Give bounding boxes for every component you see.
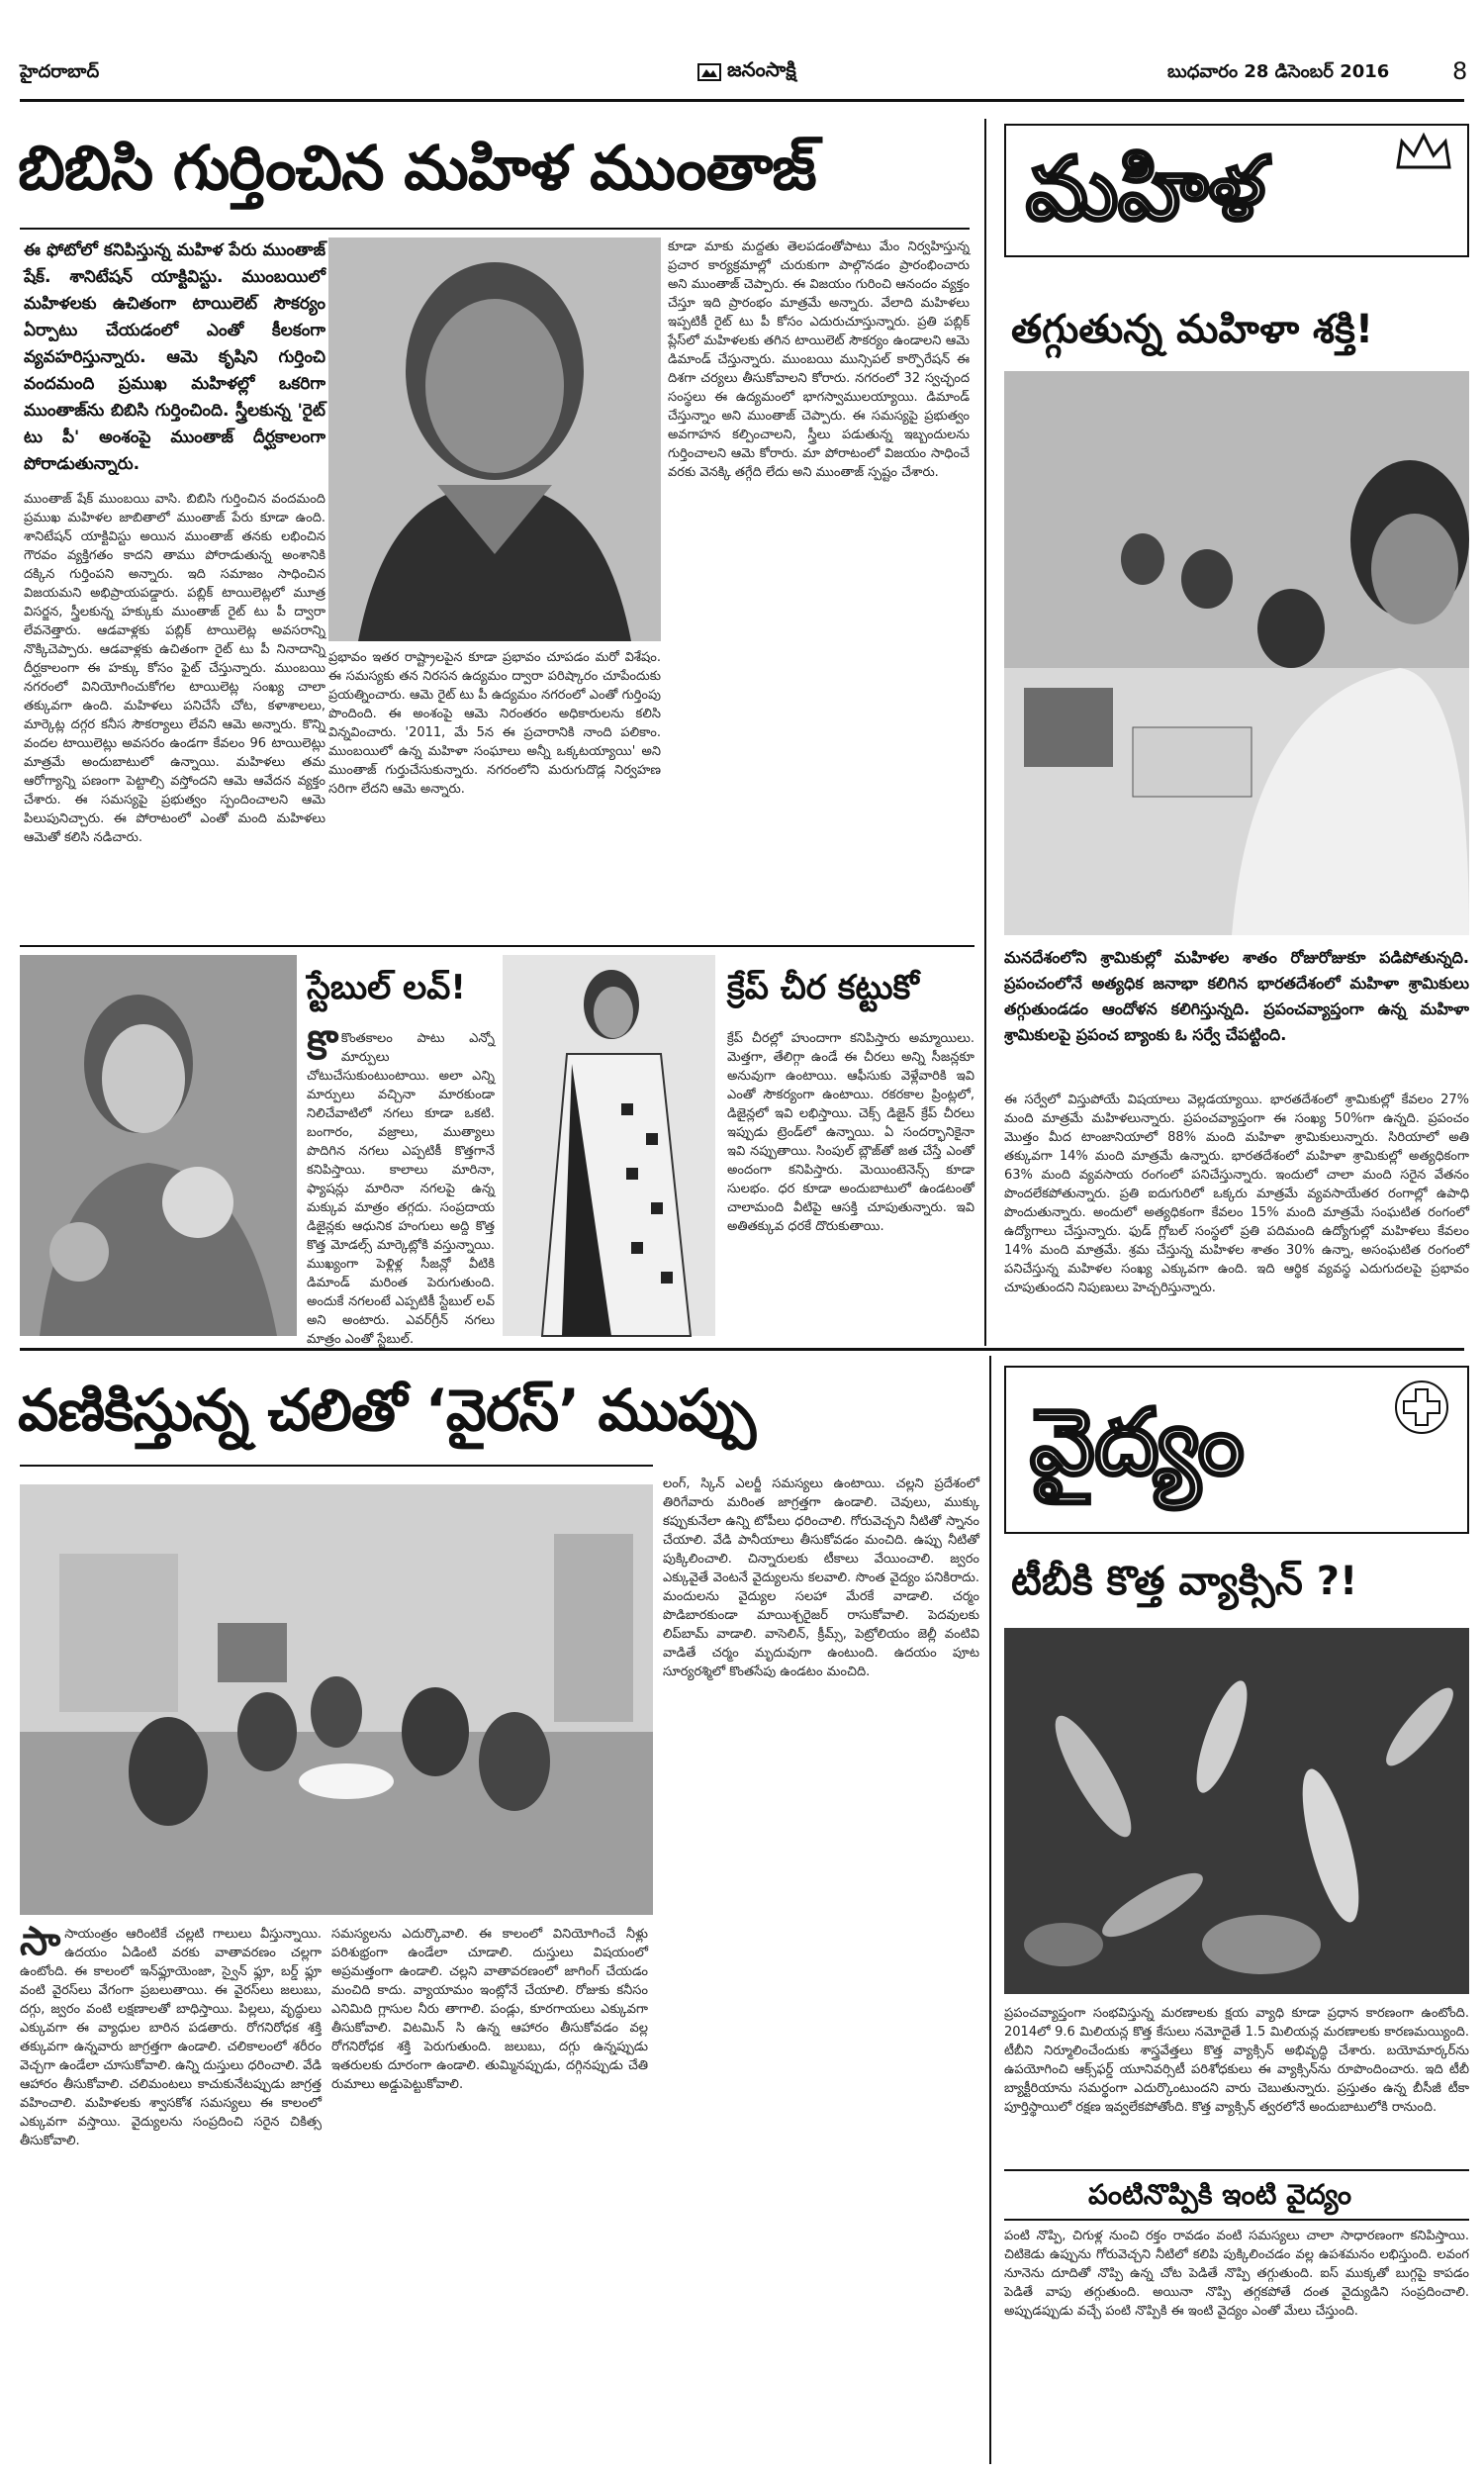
vaidyam-body: ప్రపంచవ్యాప్తంగా సంభవిస్తున్న మరణాలకు క్షయ వ్యాధి కూడా ప్రధాన కారణంగా ఉంటోంది. 2014లో 9.6 మిలియన్ల కొత్త కేసులు నమోదైతే 1.5 మిలియన్ల మరణాలకు కారణమయ్యింది. టీబీని నిర్మూలించేందుకు శాస్త్రవేత్తలు కొత్త వ్యాక్సిన్ అభివృద్ధి చేశారు. బయోమార్కర్‌ను ఉపయోగించి ఆక్స్‌ఫర్డ్ యూనివర్సిటీ పరిశోధకులు ఈ వ్యాక్సిన్‌ను రూపొందించారు. ఇది టీబీ బ్యాక్టీరియాను సమర్థంగా ఎదుర్కొంటుందని వారు చెబుతున్నారు. ప్రస్తుతం ఉన్న బీసీజీ టీకా పూర్తిస్థాయిలో రక్షణ ఇవ్వలేకపోతోంది. కొత్త వ్యాక్సిన్ త్వరలోనే అందుబాటులోకి రానుంది.	[1004, 2006, 1469, 2115]
stable-love-body	[307, 1023, 495, 1347]
mahila-logo-box	[1004, 124, 1469, 257]
story1-body-mid: ప్రభావం ఇతర రాష్ట్రాలపైన కూడా ప్రభావం చూపడం మరో విశేషం. ఈ సమస్యకు తన నిరసన ఉద్యమం ద్వారా పరిష్కారం చూపేందుకు ప్రయత్నించారు. ఆమె రైట్ టు పీ ఉద్యమం నగరంలో ఎంతో గుర్తింపు పొందింది. ఈ అంశంపై ఆమె నిరంతరం అధికారులను కలిసి విన్నవించారు. '2011, మే 5న ఈ ప్రచారానికి నాంది పలికాం. ముంబయిలో ఉన్న మహిళా సంఘాలు అన్నీ ఒక్కటయ్యాయి' అని ముంతాజ్ గుర్తుచేసుకున్నారు. నగరంలోని మరుగుదొడ్ల నిర్వహణ సరిగా లేదని ఆమె అన్నారు.	[328, 650, 661, 797]
bacteria-photo	[1004, 1628, 1469, 1994]
mumtaz-photo	[328, 238, 661, 641]
crepe-saree-headline: క్రేప్ చీర కట్టుకో	[727, 968, 919, 1007]
masthead-date: బుధవారం 28 డిసెంబర్ 2016	[1167, 61, 1390, 82]
mahila-caption: మనదేశంలోని శ్రామికుల్లో మహిళల శాతం రోజురోజుకూ పడిపోతున్నది. ప్రపంచంలోనే అత్యధిక జనాభా కలిగిన భారతదేశంలో మహిళా శ్రామికులు తగ్గుతుండడం ఆందోళన కలిగిస్తున్నది. ప్రపంచవ్యాప్తంగా ఉన్న మహిళా శ్రామికులపై ప్రపంచ బ్యాంకు ఓ సర్వే చేపట్టింది.	[1004, 948, 1469, 1044]
virus-body-main	[20, 1919, 322, 2459]
vaidyam-logo-box	[1004, 1366, 1469, 1534]
story1-headline-rule	[20, 228, 970, 230]
masthead-logo	[697, 57, 796, 86]
crown-icon	[1394, 132, 1453, 171]
toothache-body: పంటి నొప్పి, చిగుళ్ల నుంచి రక్తం రావడం వంటి సమస్యలు చాలా సాధారణంగా కనిపిస్తాయి. చిటికెడు ఉప్పును గోరువెచ్చని నీటిలో కలిపి పుక్కిలించడం వల్ల ఉపశమనం లభిస్తుంది. లవంగ నూనెను దూదితో నొప్పి ఉన్న చోట పెడితే నొప్పి తగ్గుతుంది. ఐస్ ముక్కతో బుగ్గపై కాపడం పెడితే వాపు తగ్గుతుంది. అయినా నొప్పి తగ్గకపోతే దంత వైద్యుడిని సంప్రదించాలి. అప్పుడప్పుడు వచ్చే పంటి నొప్పికి ఈ ఇంటి వైద్యం ఎంతో మేలు చేస్తుంది.	[1004, 2229, 1469, 2319]
masthead-rule	[20, 99, 1464, 102]
bride-photo	[20, 955, 297, 1336]
paper-name: జనంసాక్షి	[727, 57, 796, 81]
saree-photo	[503, 955, 715, 1336]
story1-headline: బిబిసి గుర్తించిన మహిళ ముంతాజ్	[18, 132, 816, 204]
story1-body-left: ముంతాజ్ షేక్ ముంబయి వాసి. బిబిసి గుర్తించిన వందమంది ప్రముఖ మహిళల జాబితాలో ముంతాజ్ పేరు కూడా ఉంది. శానిటేషన్ యాక్టివిస్టు అయిన ముంతాజ్ తనకు లభించిన గౌరవం వ్యక్తిగతం కాదని తాము పోరాడుతున్న అంశానికి దక్కిన గుర్తింపని అన్నారు. ఇది సమాజం సాధించిన విజయమని అభిప్రాయపడ్డారు. పబ్లిక్ టాయిలెట్లలో మూత్ర విసర్జన, స్త్రీలకున్న హక్కుకు ముంతాజ్ రైట్ టు పీ ద్వారా లేవనెత్తారు. ఆడవాళ్లకు పబ్లిక్ టాయిలెట్ల అవసరాన్ని నొక్కిచెప్పారు. ఆడవాళ్లకు ఉచితంగా రైట్ టు పీ నినాదాన్ని దీర్ఘకాలంగా ఈ హక్కు కోసం ఫైట్ చేస్తున్నారు. ముంబయి నగరంలో వినియోగించుకోగల టాయిలెట్ల సంఖ్య చాలా తక్కువగా ఉంది. మహిళలు పనిచేసే చోట, కళాశాలలు, మార్కెట్ల దగ్గర కనీస సౌకర్యాలు లేవని ఆమె అన్నారు. కొన్ని వందల టాయిలెట్లు అవసరం ఉండగా కేవలం 96 టాయిలెట్లు మాత్రమే అందుబాటులో ఉన్నాయి. మహిళలు తమ ఆరోగ్యాన్ని పణంగా పెట్టాల్సి వస్తోందని ఆమె ఆవేదన వ్యక్తం చేశారు. ఈ సమస్యపై ప్రభుత్వం స్పందించాలని ఆమె పిలుపునిచ్చారు. ఈ పోరాటంలో ఎంతో మంది మహిళలు ఆమెతో కలిసి నడిచారు.	[24, 492, 325, 845]
virus-headline-rule	[20, 1465, 653, 1467]
mahila-logo: మహిళ	[1026, 137, 1265, 239]
page-number: 8	[1452, 57, 1468, 85]
vaidyam-headline: టీబీకి కొత్త వ్యాక్సిన్ ?!	[1011, 1559, 1358, 1604]
stable-love-dropcap: కొ	[307, 1023, 337, 1069]
virus-body-right: లంగ్, స్కిన్ ఎలర్జీ సమస్యలు ఉంటాయి. చల్లని ప్రదేశంలో తిరిగేవారు మరింత జాగ్రత్తగా ఉండాలి. చెవులు, ముక్కు కప్పుకునేలా ఉన్ని టోపీలు ధరించాలి. గోరువెచ్చని నీటితో స్నానం చేయాలి. వేడి పానీయాలు తీసుకోవడం మంచిది. ఉప్పు నీటితో పుక్కిలించాలి. చిన్నారులకు టీకాలు వేయించాలి. జ్వరం ఎక్కువైతే వెంటనే వైద్యులను కలవాలి. సొంత వైద్యం పనికిరాదు. మందులను వైద్యుల సలహా మేరకే వాడాలి. చర్మం పొడిబారకుండా మాయిశ్చరైజర్ రాసుకోవాలి. పెదవులకు లిప్‌బామ్ వాడాలి. వాసెలిన్, క్రీమ్స్, పెట్రోలియం జెల్లీ వంటివి వాడితే చర్మం మృదువుగా ఉంటుంది. ఉదయం పూట సూర్యరశ్మిలో కొంతసేపు ఉండటం మంచిది.	[663, 1476, 979, 1679]
story1-intro: ఈ ఫోటోలో కనిపిస్తున్న మహిళ పేరు ముంతాజ్ షేక్. శానిటేషన్ యాక్టివిస్టు. ముంబయిలో మహిళలకు ఉచితంగా టాయిలెట్ సౌకర్యం ఏర్పాటు చేయడంలో ఎంతో కీలకంగా వ్యవహరిస్తున్నారు. ఆమె కృషిని గుర్తించి వందమంది ప్రముఖ మహిళల్లో ఒకరిగా ముంతాజ్‌ను బిబిసి గుర్తించింది. స్త్రీలకున్న 'రైట్ టు పీ' అంశంపై ముంతాజ్ దీర్ఘకాలంగా పోరాడుతున్నారు.	[24, 240, 325, 474]
toothache-rule-bottom	[1004, 2219, 1469, 2221]
paper-logo-icon	[697, 61, 721, 83]
mahila-headline: తగ్గుతున్న మహిళా శక్తి!	[1011, 307, 1374, 352]
vaidyam-logo: వైద్యం	[1030, 1388, 1245, 1495]
stable-love-text: కొంతకాలం పాటు ఎన్నో మార్పులు చోటుచేసుకుంటుంటాయి. అలా ఎన్ని మార్పులు వచ్చినా మారకుండా నిలిచేవాటిలో నగలు కూడా ఒకటి. బంగారం, వజ్రాలు, ముత్యాలు పొదిగిన నగలు ఎప్పటికీ కొత్తగానే కనిపిస్తాయి. కాలాలు మారినా, ఫ్యాషన్లు మారినా నగలపై ఉన్న మక్కువ మాత్రం తగ్గదు. సంప్రదాయ డిజైన్లకు ఆధునిక హంగులు అద్ది కొత్త కొత్త మోడల్స్ మార్కెట్లోకి వస్తున్నాయి. ముఖ్యంగా పెళ్లిళ్ల సీజన్లో వీటికి డిమాండ్ మరింత పెరుగుతుంది. అందుకే నగలంటే ఎప్పటికీ స్టేబుల్ లవ్ అని అంటారు. ఎవర్‌గ్రీన్ నగలు మాత్రం ఎంతో స్టేబుల్.	[307, 1031, 495, 1347]
column-divider-lower	[989, 1356, 991, 2464]
crepe-saree-body: క్రేప్ చీరల్లో హుందాగా కనిపిస్తారు అమ్మాయిలు. మెత్తగా, తేలిగ్గా ఉండే ఈ చీరలు అన్ని సీజన్లకూ అనువుగా ఉంటాయి. ఆఫీసుకు వెళ్లేవారికి ఇవి ఎంతో సౌకర్యంగా ఉంటాయి. రకరకాల ప్రింట్లలో, డిజైన్లలో ఇవి లభిస్తాయి. చెక్స్ డిజైన్ క్రేప్ చీరలు ఇప్పుడు ట్రెండ్‌లో ఉన్నాయి. ఏ సందర్భానికైనా ఇవి నప్పుతాయి. సింపుల్ బ్లౌజ్‌తో జత చేస్తే ఎంతో అందంగా కనిపిస్తారు. మెయింటెనెన్స్ కూడా సులభం. ధర కూడా అందుబాటులో ఉండటంతో చాలామంది వీటిపై ఆసక్తి చూపుతున్నారు. ఇవి అతితక్కువ ధరకే దొరుకుతాయి.	[727, 1031, 974, 1234]
stable-love-headline: స్టేబుల్ లవ్!	[307, 968, 466, 1007]
section-rule-1	[20, 945, 974, 947]
virus-headline: వణికిస్తున్న చలితో ‘వైరస్’ ముప్పు	[18, 1377, 756, 1444]
virus-body-main-text: సాయంత్రం ఆరింటికే చల్లటి గాలులు వీస్తున్నాయి. ఉదయం ఏడింటి వరకు వాతావరణం చల్లగా ఉంటోంది. ఈ కాలంలో ఇన్‌ఫ్లూయెంజా, స్వైన్ ఫ్లూ, బర్డ్ ఫ్లూ వంటి వైరస్‌లు వేగంగా ప్రబలుతాయి. ఈ వైరస్‌లు జలుబు, దగ్గు, జ్వరం వంటి లక్షణాలతో బాధిస్తాయి. పిల్లలు, వృద్ధులు ఎక్కువగా ఈ వ్యాధుల బారిన పడతారు. రోగనిరోధక శక్తి తక్కువగా ఉన్నవారు జాగ్రత్తగా ఉండాలి. చలికాలంలో శరీరం వెచ్చగా ఉండేలా చూసుకోవాలి. ఉన్ని దుస్తులు ధరించాలి. వేడి ఆహారం తీసుకోవాలి. చలిమంటలు కాచుకునేటప్పుడు జాగ్రత్త వహించాలి. మహిళలకు శ్వాసకోశ సమస్యలు ఈ కాలంలో ఎక్కువగా వస్తాయి. వైద్యులను సంప్రదించి సరైన చికిత్స తీసుకోవాలి.	[20, 1927, 322, 2148]
column-divider-main	[984, 119, 986, 1346]
toothache-rule-top	[1004, 2169, 1469, 2171]
story1-body-right: కూడా మాకు మద్దతు తెలపడంతోపాటు మేం నిర్వహిస్తున్న ప్రచార కార్యక్రమాల్లో చురుకుగా పాల్గొనడం ప్రారంభించారు అని ముంతాజ్ చెప్పారు. ఈ విజయం గురించి ఆనందం వ్యక్తం చేస్తూ ఇది ప్రారంభం మాత్రమే అన్నారు. వేలాది మహిళలు ఇప్పటికీ రైట్ టు పీ కోసం ఎదురుచూస్తున్నారు. ప్రతి పబ్లిక్ ప్లేస్‌లో మహిళలకు తగిన టాయిలెట్ సౌకర్యం ఉండాలని ఆమె డిమాండ్ చేస్తున్నారు. ముంబయి మున్సిపల్ కార్పొరేషన్ ఈ దిశగా చర్యలు తీసుకోవాలని కోరారు. నగరంలో 32 స్వచ్ఛంద సంస్థలు ఈ ఉద్యమంలో భాగస్వాములయ్యాయి. డిమాండ్ చేస్తున్నాం అని ముంతాజ్ చెప్పారు. ఈ సమస్యపై ప్రభుత్వం అవగాహన కల్పించాలని, స్త్రీలు పడుతున్న ఇబ్బందులను గుర్తించాలని ఆమె కోరారు. మా పోరాటంలో విజయం సాధించే వరకు వెనక్కి తగ్గేది లేదు అని ముంతాజ్ స్పష్టం చేశారు.	[668, 239, 970, 480]
toothache-headline: పంటినొప్పికి ఇంటి వైద్యం	[1088, 2178, 1352, 2211]
section-rule-2	[20, 1348, 1464, 1351]
masthead-city: హైదరాబాద్	[20, 61, 100, 82]
women-workers-photo	[1004, 371, 1469, 935]
medical-cross-icon	[1392, 1378, 1451, 1437]
virus-dropcap: సా	[20, 1919, 61, 1964]
bonfire-photo	[20, 1484, 653, 1915]
mahila-body: ఈ సర్వేలో విస్తుపోయే విషయాలు వెల్లడయ్యాయి. భారతదేశంలో శ్రామికుల్లో కేవలం 27% మంది మాత్రమే మహిళలున్నారు. ప్రపంచవ్యాప్తంగా ఈ సంఖ్య 50%గా ఉన్నది. ప్రపంచం మొత్తం మీద టాంజానియాలో 88% మంది మహిళా శ్రామికులున్నారు. సిరియాలో అతి తక్కువగా 14% మంది మాత్రమే ఉన్నారు. భారతదేశంలో మహిళా శ్రామికుల్లో అత్యధికంగా 63% మంది వ్యవసాయ రంగంలో పనిచేస్తున్నారు. ఇందులో చాలా మంది సరైన వేతనం పొందలేకపోతున్నారు. ప్రతి ఐదుగురిలో ఒక్కరు మాత్రమే వ్యవసాయేతర రంగాల్లో ఉపాధి పొందుతున్నారు. అందులో అత్యధికంగా కేవలం 15% మంది మాత్రమే సంఘటిత రంగంలో ఉద్యోగాలు చేస్తున్నారు. ఫుడ్ గ్లోబల్ సంస్థలో ప్రతి పదిమంది ఉద్యోగుల్లో మహిళలు కేవలం 14% మంది మాత్రమే. శ్రమ చేస్తున్న మహిళల శాతం 30% ఉన్నా, అసంఘటిత రంగంలో పనిచేస్తున్న మహిళల సంఖ్య ఎక్కువగా ఉంది. ఇది ఆర్థిక వ్యవస్థ ఎదుగుదలపై ప్రభావం చూపుతుందని నిపుణులు హెచ్చరిస్తున్నారు.	[1004, 1093, 1469, 1295]
virus-body-mid: సమస్యలను ఎదుర్కొవాలి. ఈ కాలంలో వినియోగించే నీళ్లు పరిశుభ్రంగా ఉండేలా చూడాలి. దుస్తులు విషయంలో అప్రమత్తంగా ఉండాలి. చల్లని వాతావరణంలో జాగింగ్ చేయడం మంచిది కాదు. వ్యాయామం ఇంట్లోనే చేయాలి. రోజుకు కనీసం ఎనిమిది గ్లాసుల నీరు తాగాలి. పండ్లు, కూరగాయలు ఎక్కువగా తీసుకోవాలి. విటమిన్ సి ఉన్న ఆహారం తీసుకోవడం వల్ల రోగనిరోధక శక్తి పెరుగుతుంది. జలుబు, దగ్గు ఉన్నప్పుడు ఇతరులకు దూరంగా ఉండాలి. తుమ్మినప్పుడు, దగ్గినప్పుడు చేతి రుమాలు అడ్డుపెట్టుకోవాలి.	[331, 1927, 648, 2092]
